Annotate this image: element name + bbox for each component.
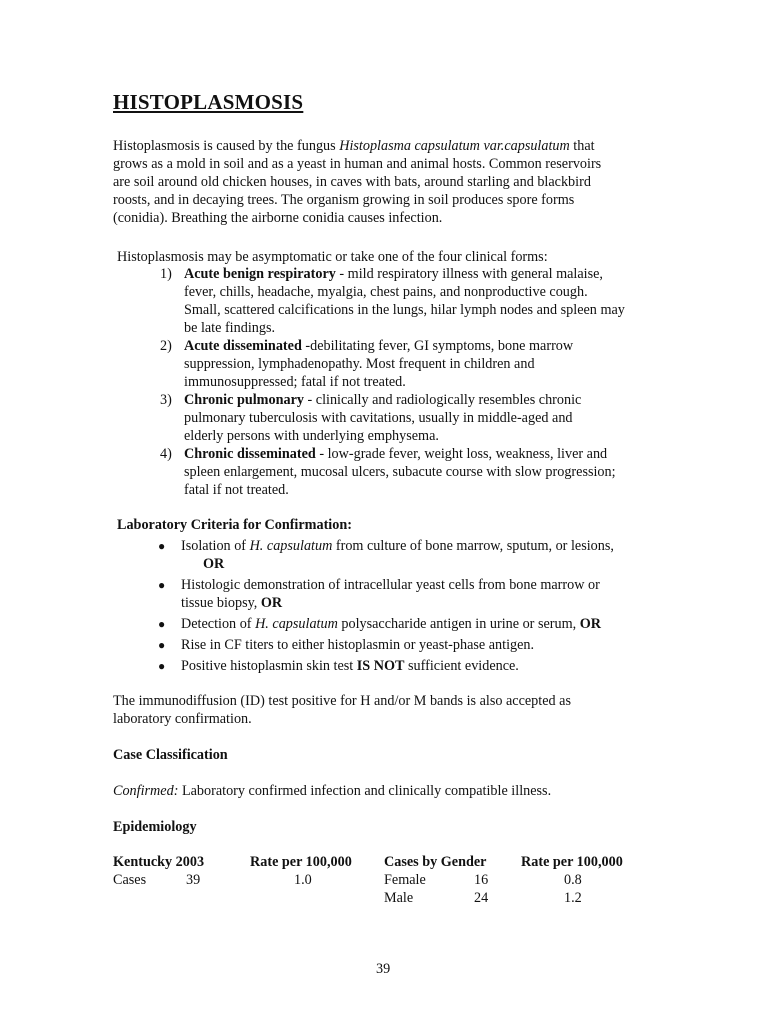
- page-title: HISTOPLASMOSIS: [113, 90, 304, 114]
- bullet-icon: ●: [158, 578, 166, 592]
- organism-name: Histoplasma capsulatum var.capsulatum: [339, 138, 570, 154]
- criteria-item: ● Isolation of H. capsulatum from culture of bone marrow, sputum, or lesions, OR: [113, 537, 658, 573]
- criteria-item: ● Histologic demonstration of intracellular yeast cells from bone marrow or tissue biopsy, OR: [158, 577, 600, 611]
- clinical-form-name: Acute benign respiratory: [184, 266, 336, 282]
- case-classification-heading: Case Classification: [113, 747, 228, 763]
- gender-rate: 0.8: [564, 872, 582, 888]
- clinical-form-name: Acute disseminated: [184, 338, 302, 354]
- table-header: Rate per 100,000: [250, 854, 352, 870]
- or-label: OR: [260, 595, 283, 611]
- clinical-form-item: 4) Chronic disseminated - low-grade fever, weight loss, weakness, liver and spleen enlargement, mucosal ulcers, subacute course with slow progression; fatal if not treated.: [160, 446, 616, 498]
- intro-paragraph: Histoplasmosis is caused by the fungus Histoplasma capsulatum var.capsulatum that grows as a mold in soil and as a yeast in human and animal hosts. Common reservoirs are soil around old chicken houses, in caves with bats, around starling and blackbird roosts, and in decaying trees. The organism growing in soil produces spore forms (conidia). Breathing the airborne conidia causes infection.: [113, 138, 602, 226]
- gender-label: Female: [384, 872, 426, 888]
- clinical-form-item: 1) Acute benign respiratory - mild respiratory illness with general malaise, fever, chills, headache, myalgia, chest pains, and nonproductive cough. Small, scattered calcifications in the lungs, hilar lymph nodes and spleen may be late findings.: [160, 266, 625, 336]
- epidemiology-heading: Epidemiology: [113, 819, 197, 835]
- gender-count: 16: [474, 872, 489, 888]
- clinical-form-item: 2) Acute disseminated -debilitating fever, GI symptoms, bone marrow suppression, lymphadenopathy. Most frequent in children and immunosuppressed; fatal if not treated.: [160, 338, 574, 390]
- cases-label: Cases: [113, 872, 147, 888]
- table-header: Rate per 100,000: [521, 854, 623, 870]
- or-label: OR: [579, 616, 602, 632]
- criteria-item: ● Positive histoplasmin skin test IS NOT sufficient evidence.: [158, 658, 519, 674]
- immunodiffusion-paragraph: The immunodiffusion (ID) test positive for H and/or M bands is also accepted as laboratory confirmation.: [113, 693, 571, 727]
- gender-rate: 1.2: [564, 890, 582, 906]
- gender-count: 24: [474, 890, 489, 906]
- lab-criteria-heading: Laboratory Criteria for Confirmation:: [117, 517, 352, 533]
- clinical-forms-list: [113, 265, 658, 499]
- bullet-icon: ●: [158, 539, 166, 553]
- table-header: Kentucky 2003: [113, 854, 205, 870]
- confirmed-label: Confirmed:: [113, 783, 179, 799]
- bullet-icon: ●: [158, 638, 166, 652]
- table-header: Cases by Gender: [384, 854, 487, 870]
- bullet-icon: ●: [158, 617, 166, 631]
- criteria-item: ● Detection of H. capsulatum polysaccharide antigen in urine or serum, OR: [158, 616, 602, 632]
- clinical-form-name: Chronic pulmonary: [184, 392, 304, 408]
- lab-criteria-list: [113, 537, 658, 678]
- clinical-form-item: 3) Chronic pulmonary - clinically and radiologically resembles chronic pulmonary tuberculosis with cavitations, usually in middle-aged and elderly persons with underlying emphysema.: [160, 392, 582, 444]
- cases-rate: 1.0: [294, 872, 312, 888]
- clinical-form-name: Chronic disseminated: [184, 446, 316, 462]
- criteria-item: ● Rise in CF titers to either histoplasmin or yeast-phase antigen.: [158, 637, 535, 653]
- page-number: 39: [376, 961, 391, 977]
- confirmed-definition: Confirmed: Laboratory confirmed infection and clinically compatible illness.: [113, 783, 552, 799]
- clinical-forms-intro: Histoplasmosis may be asymptomatic or take one of the four clinical forms:: [117, 249, 548, 265]
- or-label: OR: [203, 556, 225, 572]
- cases-value: 39: [186, 872, 201, 888]
- bullet-icon: ●: [158, 659, 166, 673]
- gender-label: Male: [384, 890, 414, 906]
